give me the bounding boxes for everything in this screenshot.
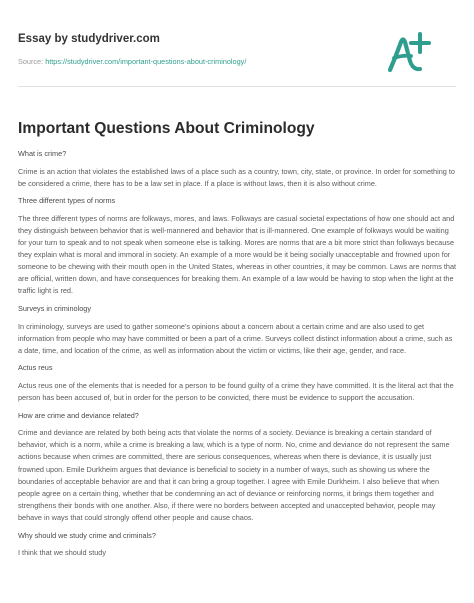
paragraph: Actus reus one of the elements that is needed for a person to be found guilty of a crime they have committed. It is the literal act that the person has been accused of, but in order for the person to be convicted, there must be evidence to support the accusation. xyxy=(18,381,454,403)
section-heading: Surveys in criminology xyxy=(18,304,91,314)
source-line xyxy=(18,57,246,66)
a-plus-logo-icon xyxy=(382,30,432,76)
section-heading: Actus reus xyxy=(18,363,53,373)
paragraph: The three different types of norms are folkways, mores, and laws. Folkways are casual societal expectations of how one should act and they distinguish between behavior that is well-mannered and behavior that is ill-mannered. One example of folkways would be waiting for your turn to speak and to not speak when someone else is talking. Mores are norms that are a bit more strict than folkways because they explain what is moral and immoral in society. An example of a more would be it being socially unacceptable and frowned upon for someone to be chewing with their mouth open in the United States, whereas in other countries, it may be common. Laws are norms that are official, written down, and have consequences for breaking them. An example of a law would be having to stop when the light at the traffic light is red. xyxy=(18,213,457,296)
section-heading: Why should we study crime and criminals? xyxy=(18,530,156,540)
article-title: Important Questions About Criminology xyxy=(18,120,315,137)
section-heading: How are crime and deviance related? xyxy=(18,410,139,420)
site-brand: Essay by studydriver.com xyxy=(18,33,160,45)
paragraph: In criminology, surveys are used to gather someone's opinions about a concern about a certain crime and are also used to get information from people who may have committed or been a part of a crime. Surveys collect distinct information about a crime, such as a date, time, and location of the crime, as well as information about the victim or victims, like their age, gender, and race. xyxy=(18,321,453,355)
source-label: Source: xyxy=(18,57,46,66)
source-link[interactable]: https://studydriver.com/important-questions-about-criminology/ xyxy=(45,57,247,66)
article-body xyxy=(18,148,458,565)
paragraph: Crime and deviance are related by both being acts that violate the norms of a society. Deviance is breaking a certain standard of behavior, which is a norm, while a crime is breaking a law, which is a type of norm. No, crime and deviance do not represent the same actions because when crimes are committed, there are serious consequences, whereas when there is deviance, it is usually just frowned upon. Emile Durkheim argues that deviance is beneficial to society in a number of ways, such as showing us where the boundaries of acceptable behavior are and that it can bring a group together. I agree with Emile Durkheim. I also believe that when people agree on a certain thing, whether that be condemning an act of deviance or reinforcing norms, it brings them together and strengthens their bonds with one another. Also, if there were no borders between accepted and unaccepted behavior, people may behave in ways that could strongly offend other people and cause chaos. xyxy=(18,428,450,522)
section-heading: Three different types of norms xyxy=(18,196,116,206)
paragraph: Crime is an action that violates the established laws of a place such as a country, town, city, state, or province. In order for something to be considered a crime, there has to be a law set in place. If a place is without laws, then it is also without crime. xyxy=(18,166,455,188)
section-heading: What is crime? xyxy=(18,149,67,158)
paragraph: I think that we should study xyxy=(18,548,107,558)
header-divider xyxy=(18,86,456,87)
